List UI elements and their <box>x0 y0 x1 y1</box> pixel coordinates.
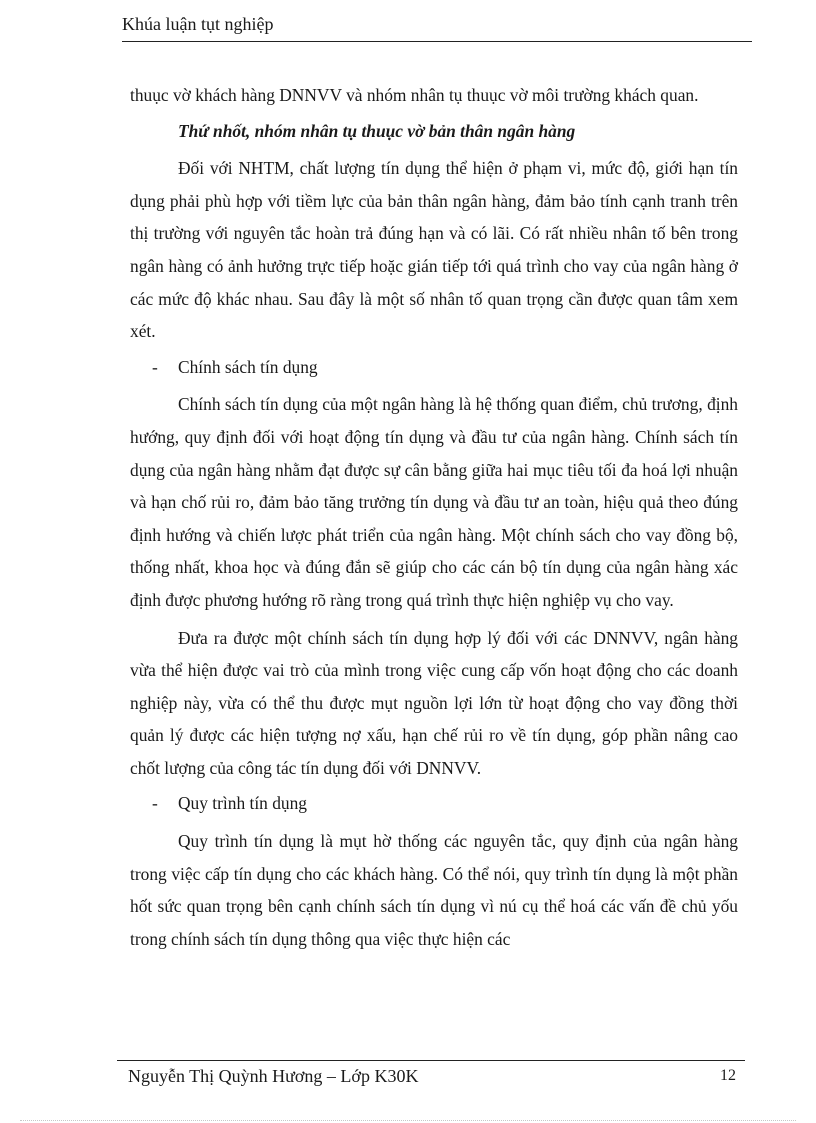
bullet-credit-policy <box>130 351 738 384</box>
footer-author: Nguyễn Thị Quỳnh Hương – Lớp K30K <box>128 1066 419 1086</box>
paragraph-continuation: thuục vờ khách hàng DNNVV và nhóm nhân tụ thuục vờ môi trường khách quan. <box>130 85 699 105</box>
bullet-label: Chính sách tín dụng <box>178 356 318 377</box>
paragraph-credit-policy: Chính sách tín dụng của một ngân hàng là hệ thống quan điểm, chủ trương, định hướng, quy định đối với hoạt động tín dụng và đầu tư của ngân hàng. Chính sách tín dụng của ngân hàng nhằm đạt được sự cân bằng giữa hai mục tiêu tối đa hoá lợi nhuận và hạn chố rủi ro, đảm bảo tăng trưởng tín dụng và đầu tư an toàn, hiệu quả theo đúng định hướng và chiến lược phát triển của ngân hàng. Một chính sách cho vay đồng bộ, thống nhất, khoa học và đúng đắn sẽ giúp cho các cán bộ tín dụng của ngân hàng xác định được phương hướng rõ ràng trong quá trình thực hiện nghiệp vụ cho vay. <box>130 394 738 610</box>
header-divider <box>122 41 752 42</box>
section-heading: Thứ nhốt, nhóm nhân tụ thuục vờ bản thân ngân hàng <box>178 120 576 141</box>
bullet-credit-process <box>130 787 738 820</box>
paragraph-credit-process: Quy trình tín dụng là mụt hờ thống các nguyên tắc, quy định của ngân hàng trong việc cấp tín dụng cho các khách hàng. Có thể nói, quy trình tín dụng là một phần hốt sức quan trọng bên cạnh chính sách tín dụng vì nú cụ thể hoá các vấn đề chủ yốu trong chính sách tín dụng thông qua việc thực hiện các <box>130 831 738 949</box>
bullet-dash: - <box>152 793 158 814</box>
bullet-dash: - <box>152 356 158 377</box>
page-bottom-edge <box>20 1120 796 1121</box>
document-body <box>130 79 738 955</box>
bullet-label: Quy trình tín dụng <box>178 793 307 814</box>
page-header-title: Khúa luận tụt nghiệp <box>122 14 274 34</box>
footer-divider <box>117 1060 745 1061</box>
paragraph-nhtm: Đối với NHTM, chất lượng tín dụng thể hiện ở phạm vi, mức độ, giới hạn tín dụng phải phù hợp với tiềm lực của bản thân ngân hàng, đảm bảo tính cạnh tranh trên thị trường với nguyên tắc hoàn trả đúng hạn và có lãi. Có rất nhiều nhân tố bên trong ngân hàng có ảnh hưởng trực tiếp hoặc gián tiếp tới quá trình cho vay của ngân hàng ở các mức độ khác nhau. Sau đây là một số nhân tố quan trọng cần được quan tâm xem xét. <box>130 158 738 342</box>
page-footer <box>128 1064 740 1088</box>
page-number: 12 <box>720 1067 736 1084</box>
paragraph-dnnvv: Đưa ra được một chính sách tín dụng hợp lý đối với các DNNVV, ngân hàng vừa thể hiện được vai trò của mình trong việc cung cấp vốn hoạt động cho các doanh nghiệp này, vừa có thể thu được mụt nguồn lợi lớn từ hoạt động cho vay đồng thời quản lý được các hiện tượng nợ xấu, hạn chế rủi ro về tín dụng, góp phần nâng cao chốt lượng của công tác tín dụng đối với DNNVV. <box>130 627 738 778</box>
